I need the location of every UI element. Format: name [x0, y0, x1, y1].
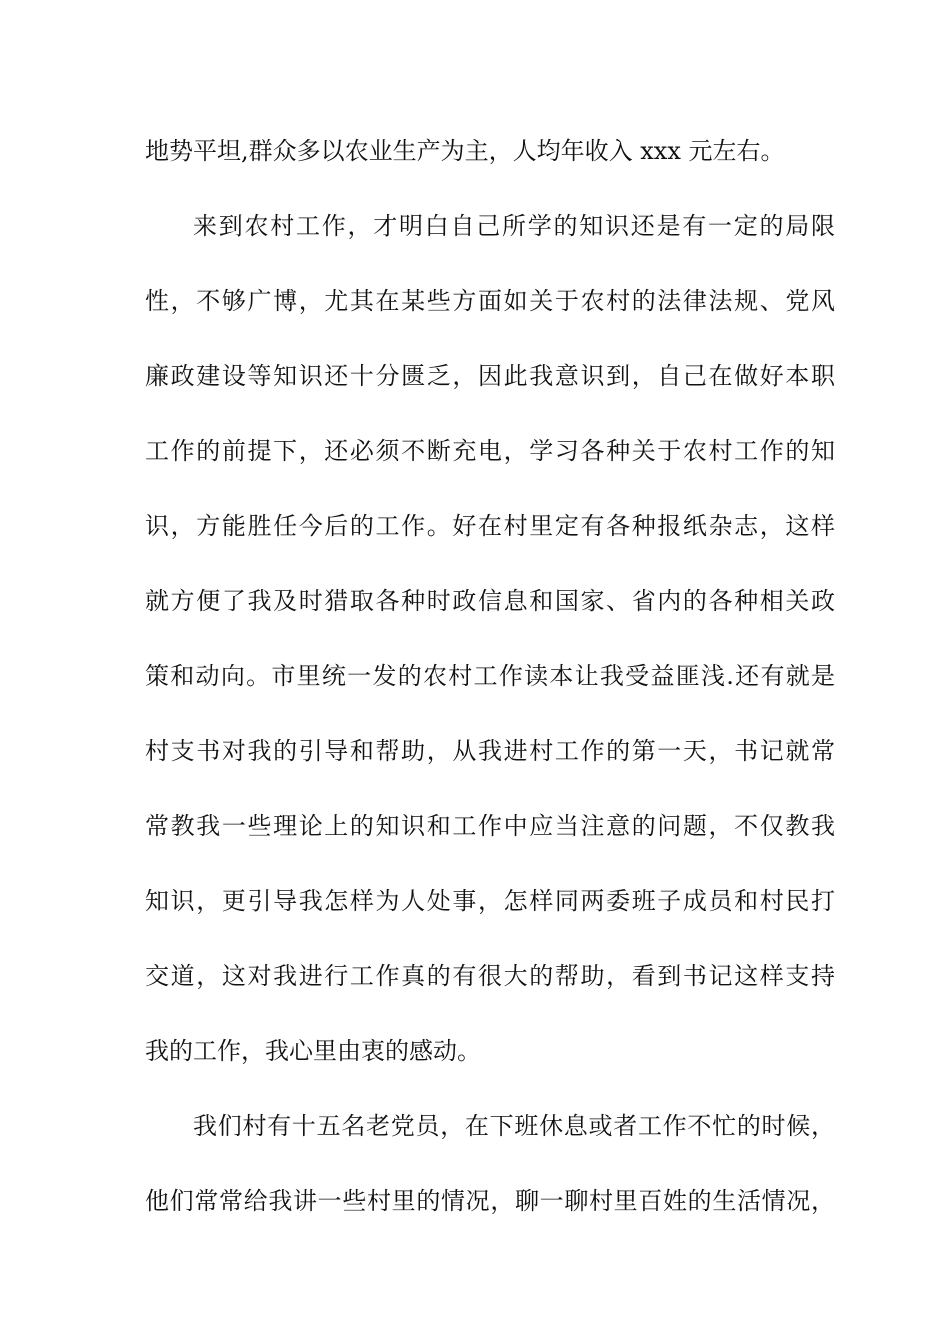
text-line-7: 就方便了我及时猎取各种时政信息和国家、省内的各种相关政: [145, 587, 835, 615]
text-line-5: 工作的前提下，还必须不断充电，学习各种关于农村工作的知: [145, 437, 835, 465]
text-line-4: 廉政建设等知识还十分匮乏，因此我意识到，自己在做好本职: [145, 362, 835, 390]
text-line-3: 性，不够广博，尤其在某些方面如关于农村的法律法规、党风: [145, 287, 835, 315]
text-line-12: 交道，这对我进行工作真的有很大的帮助，看到书记这样支持: [145, 962, 835, 990]
text-line-15: 他们常常给我讲一些村里的情况，聊一聊村里百姓的生活情况，: [145, 1187, 835, 1215]
text-line-6: 识，方能胜任今后的工作。好在村里定有各种报纸杂志，这样: [145, 512, 835, 540]
text-line-2: 来到农村工作，才明白自己所学的知识还是有一定的局限: [193, 212, 835, 240]
text-line-1: 地势平坦,群众多以农业生产为主，人均年收入 xxx 元左右。: [145, 137, 785, 165]
text-line-13: 我的工作，我心里由衷的感动。: [145, 1037, 481, 1065]
text-line-8: 策和动向。市里统一发的农村工作读本让我受益匪浅.还有就是: [145, 662, 835, 690]
text-line-14: 我们村有十五名老党员，在下班休息或者工作不忙的时候，: [193, 1112, 835, 1140]
text-line-10: 常教我一些理论上的知识和工作中应当注意的问题，不仅教我: [145, 812, 835, 840]
text-line-9: 村支书对我的引导和帮助，从我进村工作的第一天，书记就常: [145, 737, 835, 765]
text-line-11: 知识，更引导我怎样为人处事，怎样同两委班子成员和村民打: [145, 887, 835, 915]
